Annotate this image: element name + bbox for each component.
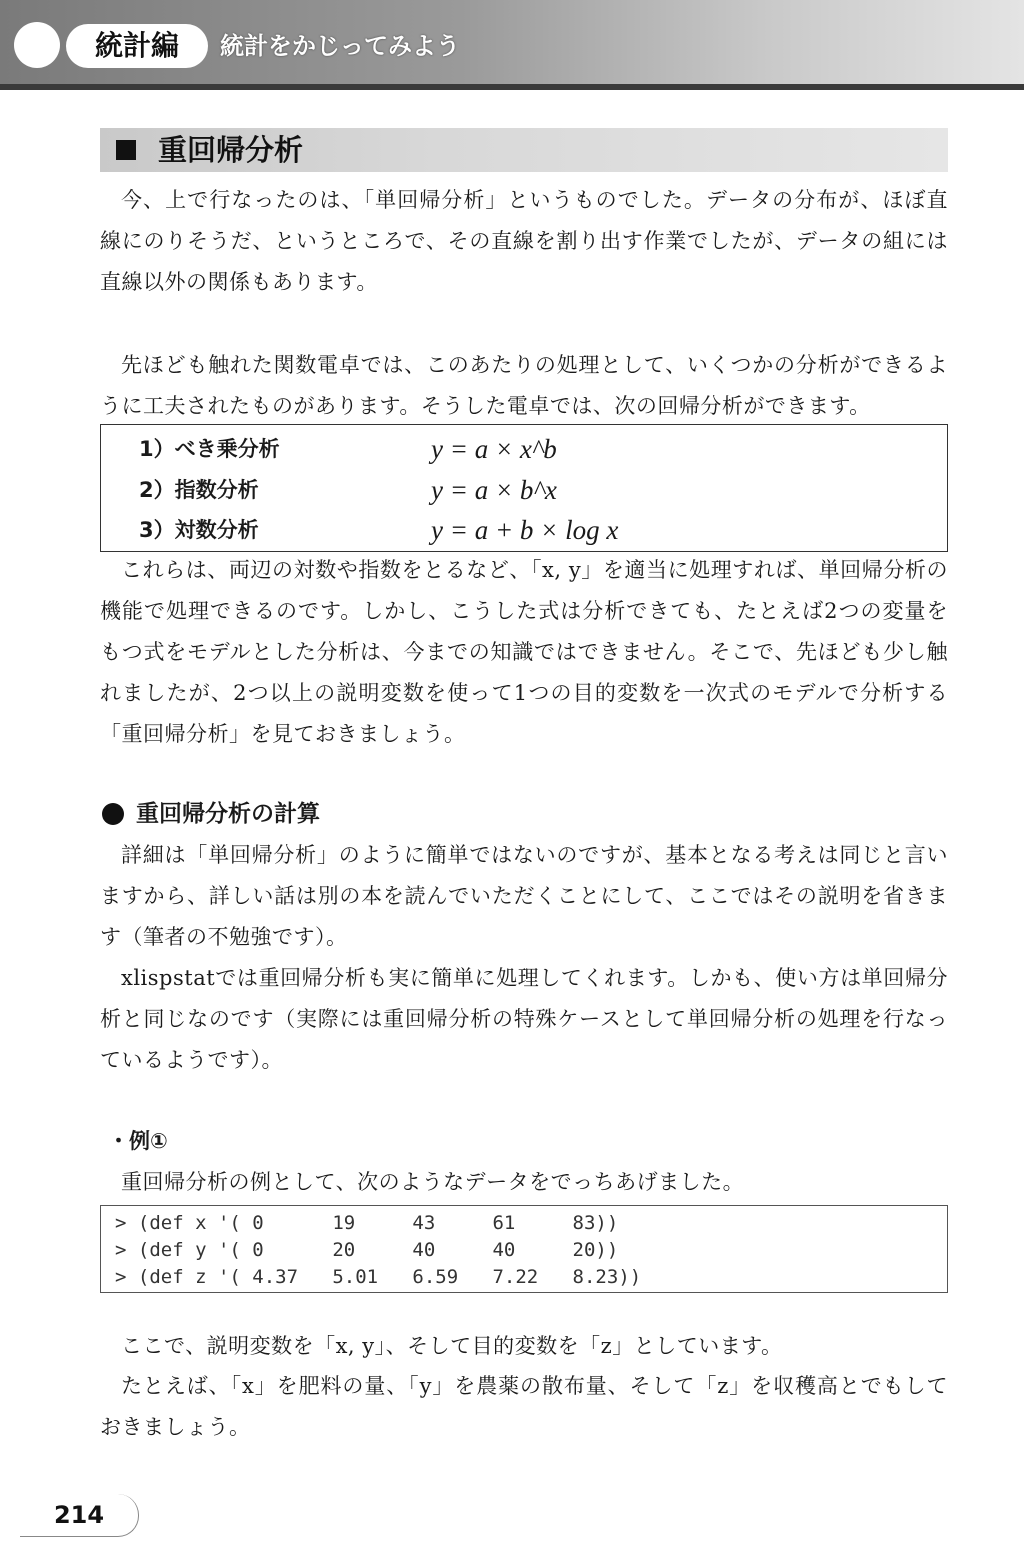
formula-row (101, 510, 947, 550)
section-title: 重回帰分析 (158, 133, 304, 167)
formula-name: 3）対数分析 (139, 518, 259, 542)
section-banner (100, 128, 948, 172)
formula-name: 2）指数分析 (139, 478, 259, 502)
formula-expression: y = a × b^x (431, 475, 557, 505)
subsection-title: 重回帰分析の計算 (136, 801, 320, 827)
paragraph-analogy: たとえば、「x」を肥料の量、「y」を農薬の散布量、そして「z」を収穫高とでもしておきましょう。 (100, 1374, 948, 1439)
square-bullet-icon (116, 140, 136, 160)
chapter-label: 統計編 (66, 24, 208, 68)
code-line: > (def y '( 0 20 40 40 20)) (115, 1239, 619, 1261)
formula-expression: y = a × x^b (431, 434, 557, 464)
code-line: > (def x '( 0 19 43 61 83)) (115, 1212, 619, 1234)
code-line: > (def z '( 4.37 5.01 6.59 7.22 8.23)) (115, 1266, 642, 1288)
formula-row (101, 470, 947, 510)
paragraph-calculator: 先ほども触れた関数電卓では、このあたりの処理として、いくつかの分析ができるように工夫されたものがあります。そうした電卓では、次の回帰分析ができます。 (100, 353, 948, 418)
paragraph-explanation: これらは、両辺の対数や指数をとるなど、「x, y」を適当に処理すれば、単回帰分析の機能で処理できるのです。しかし、こうした式は分析できても、たとえば2つの変量をもつ式をモデルとした分析は、今までの知識ではできません。そこで、先ほども少し触れましたが、2つ以上の説明変数を使って1つの目的変数を一次式のモデルで分析する「重回帰分析」を見ておきましょう。 (100, 558, 948, 746)
chapter-header (0, 0, 1024, 90)
paragraph-intro: 今、上で行なったのは、「単回帰分析」というものでした。データの分布が、ほぼ直線にのりそうだ、というところで、その直線を割り出す作業でしたが、データの組には直線以外の関係もあります。 (100, 188, 948, 294)
header-disc-icon (14, 22, 60, 68)
chapter-subtitle: 統計をかじってみよう (220, 32, 460, 60)
paragraph-variables: ここで、説明変数を「x, y」、そして目的変数を「z」としています。 (121, 1334, 783, 1358)
formula-expression: y = a + b × log x (431, 515, 619, 545)
circle-bullet-icon (102, 803, 124, 825)
paragraph-details: 詳細は「単回帰分析」のように簡単ではないのですが、基本となる考えは同じと言いますから、詳しい話は別の本を読んでいただくことにして、ここではその説明を省きます（筆者の不勉強です）。 (100, 843, 948, 949)
example-label: ・例① (108, 1129, 168, 1153)
paragraph-xlispstat: xlispstatでは重回帰分析も実に簡単に処理してくれます。しかも、使い方は単回帰分析と同じなのです（実際には重回帰分析の特殊ケースとして単回帰分析の処理を行なっているようです）。 (100, 966, 948, 1072)
formula-row (101, 429, 947, 469)
page-number: 214 (20, 1494, 139, 1537)
formula-box (100, 424, 948, 552)
code-box (100, 1205, 948, 1293)
paragraph-example-intro: 重回帰分析の例として、次のようなデータをでっちあげました。 (121, 1170, 745, 1194)
formula-name: 1）べき乗分析 (139, 437, 280, 461)
